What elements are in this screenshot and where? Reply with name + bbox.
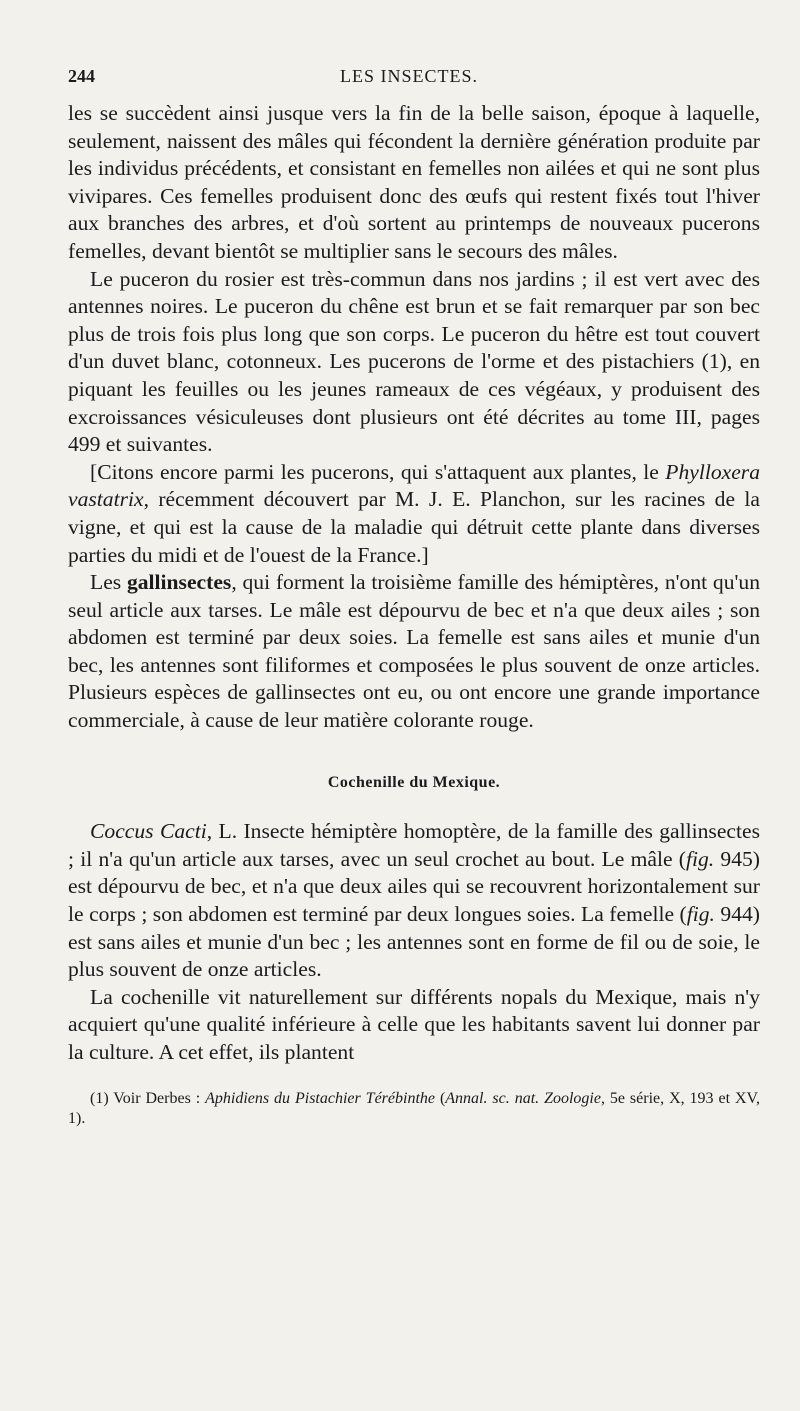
paragraph-text: 944) est sans ailes et munie d'un bec ; les antennes sont en forme de fil ou de soie, le plus souvent de onze articles.	[68, 902, 761, 982]
paragraph-text: les se succèdent ainsi jusque vers la fin de la belle saison, époque à laquelle, seulement, naissent des mâles qui fécondent la dernière génération produite par les individus précédents, et consistant en femelles non ailées et qui ne sont plus vivipares. Ces femelles produisent donc des œufs qui restent fixés tout l'hiver aux branches des arbres, et d'où sortent au printemps de nouveaux pucerons femelles, devant bientôt se multiplier sans le secours des mâles.	[68, 101, 760, 263]
figure-ref: fig.	[685, 846, 715, 871]
footnote-title: Aphidiens du Pistachier Térébinthe	[205, 1089, 436, 1107]
paragraph-text: , L. Insecte hémiptère homoptère, de la famille des gallinsectes ; il n'a qu'un article aux tarses, avec un seul crochet au bout. Le mâle (	[68, 819, 760, 871]
paragraph	[68, 818, 760, 984]
paragraph-text: , qui forment la troisième famille des hémiptères, n'ont qu'un seul article aux tarses. Le mâle est dépourvu de bec et n'a que deux ailes ; son abdomen est terminé par deux soies. La femelle est sans ailes et munie d'un bec, les antennes sont filiformes et composées le plus souvent de onze articles. Plusieurs espèces de gallinsectes ont eu, ou ont encore une grande importance commerciale, à cause de leur matière colorante rouge.	[68, 570, 760, 733]
paragraph	[68, 569, 760, 735]
paragraph-text: 945) est dépourvu de bec, et n'a que deux ailes qui se recouvrent horizontalement sur le corps ; son abdomen est terminé par deux longues soies. La femelle (	[68, 846, 760, 927]
species-name: Phylloxera vastatrix	[68, 459, 760, 512]
footnotes	[68, 1089, 760, 1129]
footnote-text: (1) Voir Derbes :	[90, 1089, 206, 1107]
paragraph-text: La cochenille vit naturellement sur différents nopals du Mexique, mais n'y acquiert qu'une qualité inférieure à celle que les habitants savent lui donner par la culture. A cet effet, ils plantent	[68, 984, 760, 1064]
running-title: LES INSECTES.	[339, 66, 478, 86]
paragraph	[68, 266, 760, 459]
paragraph-text: Les	[90, 570, 127, 595]
section-heading: Cochenille du Mexique.	[327, 773, 501, 791]
term-bold: gallinsectes	[126, 570, 232, 595]
paragraph-text: Le puceron du rosier est très-commun dans nos jardins ; il est vert avec des antennes noires. Le puceron du chêne est brun et se fait remarquer par son bec plus de trois fois plus long que son corps. Le puceron du hêtre est tout couvert d'un duvet blanc, cotonneux. Les pucerons de l'orme et des pistachiers (1), en piquant les feuilles ou les jeunes rameaux de ces végéaux, y produisent des excroissances vésiculeuses dont plusieurs ont été décrites au tome III, pages 499 et suivantes.	[68, 266, 760, 457]
footnote	[68, 1089, 760, 1129]
figure-ref: fig.	[686, 902, 715, 927]
paragraph	[68, 984, 760, 1067]
paragraph	[68, 459, 760, 569]
body-text	[68, 100, 760, 1067]
page-header	[68, 66, 760, 100]
page-number: 244	[68, 66, 95, 86]
paragraph-text: , récemment découvert par M. J. E. Planchon, sur les racines de la vigne, et qui est la cause de la maladie qui détruit cette plante dans diverses parties du midi et de l'ouest de la France.]	[68, 487, 760, 567]
footnote-text: , 5e série, X, 193 et XV, 1).	[68, 1089, 761, 1127]
species-name: Coccus Cacti	[90, 819, 207, 844]
footnote-text: (	[435, 1089, 446, 1107]
footnote-journal: Annal. sc. nat. Zoologie	[445, 1089, 601, 1107]
paragraph-text: [Citons encore parmi les pucerons, qui s'attaquent aux plantes, le	[90, 459, 666, 484]
paragraph	[68, 100, 760, 266]
